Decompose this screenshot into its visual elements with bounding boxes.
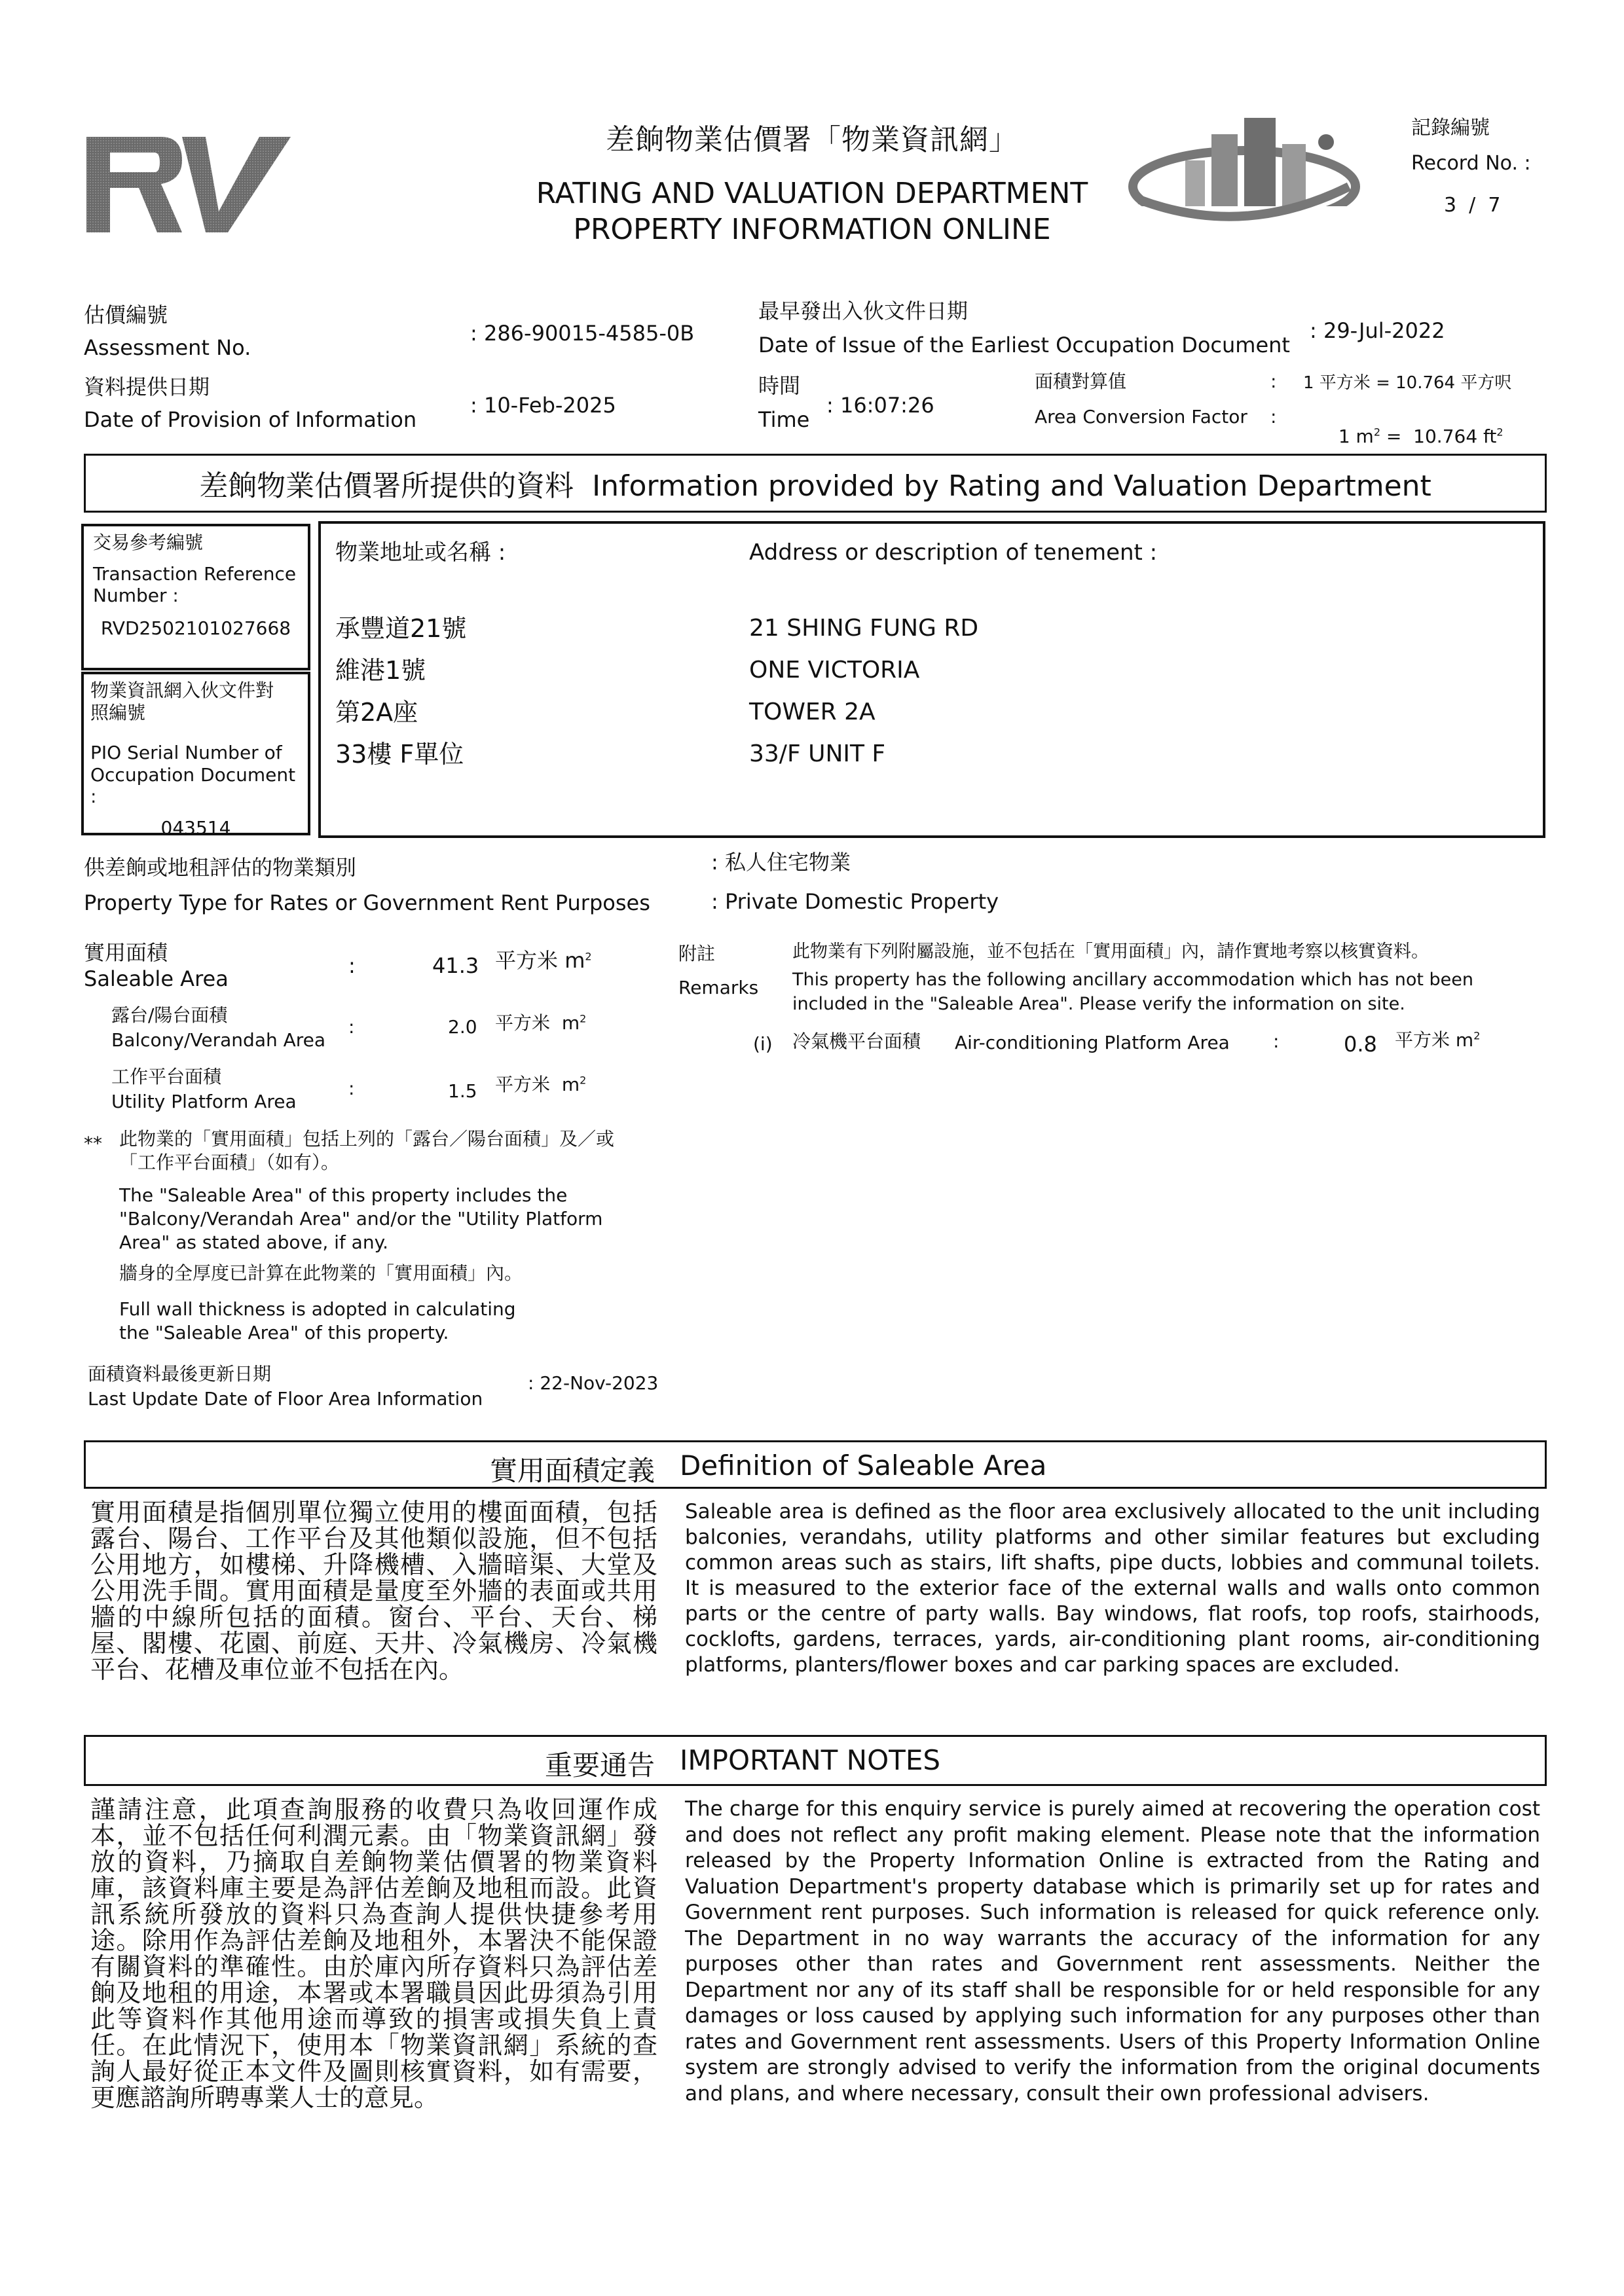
- last-update-value: : 22-Nov-2023: [528, 1372, 659, 1394]
- unit-zh: 平方米: [495, 1012, 551, 1034]
- unit-zh: 平方米: [495, 948, 559, 973]
- note2-en: Full wall thickness is adopted in calculating the "Saleable Area" of this property.: [119, 1298, 516, 1343]
- last-update-label-en: Last Update Date of Floor Area Information: [88, 1388, 483, 1410]
- definition-title-zh: 實用面積定義: [489, 1455, 655, 1487]
- assessment-label-en: Assessment No.: [84, 335, 251, 360]
- info-banner: [84, 454, 1547, 513]
- record-label-zh: 記錄編號: [1411, 117, 1490, 139]
- last-update-label-zh: 面積資料最後更新日期: [88, 1363, 272, 1385]
- remarks-text-zh: 此物業有下列附屬設施，並不包括在「實用面積」內，請作實地考察以核實資料。: [792, 941, 1429, 962]
- address-en-list: [749, 608, 978, 775]
- conversion-ft: = 10.764 ft: [1380, 425, 1497, 447]
- note1-en: The "Saleable Area" of this property includes the "Balcony/Verandah Area" and/or the "Utility Platform Area" as stated above, if any.: [119, 1184, 603, 1253]
- occupation-value: : 29-Jul-2022: [1310, 318, 1445, 343]
- address-en-line: TOWER 2A: [749, 699, 876, 725]
- utility-label-zh: 工作平台面積: [111, 1066, 222, 1087]
- sup-2: 2: [585, 950, 592, 963]
- note1-zh: 此物業的「實用面積」包括上列的「露台／陽台面積」及／或「工作平台面積」（如有）。: [119, 1128, 615, 1173]
- address-en-line: 21 SHING FUNG RD: [749, 615, 979, 642]
- conversion-label-zh: 面積對算值: [1035, 371, 1127, 392]
- pio-logo: [1113, 108, 1362, 232]
- saleable-value: 41.3: [432, 953, 479, 978]
- important-title-en: IMPORTANT NOTES: [680, 1744, 941, 1776]
- title-en-line2: PROPERTY INFORMATION ONLINE: [573, 213, 1051, 246]
- conversion-value-en: [1327, 403, 1504, 447]
- definition-title-en: Definition of Saleable Area: [680, 1449, 1047, 1482]
- property-type-value-en: : Private Domestic Property: [711, 889, 999, 914]
- assessment-value: : 286-90015-4585-0B: [470, 321, 695, 346]
- sup-2: 2: [580, 1012, 587, 1025]
- property-type-label-en: Property Type for Rates or Government Rent Purposes: [84, 890, 650, 915]
- address-zh-line: 維港1號: [335, 656, 426, 685]
- buildings-globe-icon: [1113, 108, 1362, 232]
- property-type-value-zh: : 私人住宅物業: [711, 850, 851, 875]
- provision-label-en: Date of Provision of Information: [84, 407, 417, 432]
- title-en-line1: RATING AND VALUATION DEPARTMENT: [536, 177, 1088, 210]
- remarks-item-colon: :: [1273, 1030, 1280, 1052]
- sup-2: 2: [1373, 426, 1380, 439]
- time-label-zh: 時間: [758, 373, 801, 398]
- definition-body-en: Saleable area is defined as the floor area exclusively allocated to the unit including balconies, verandahs, utility platforms and other similar features but excluding common areas such as stairs, lift shafts, pipe ducts, lobbies and communal toilets. It is measured to the exterior face of the external walls and walls onto common parts or the centre of party walls. Bay windows, flat roofs, top roofs, stairhoods, cocklofts, gardens, terraces, yards, air-conditioning plant rooms, air-conditioning platforms, planters/flower boxes and car parking spaces are excluded.: [685, 1500, 1540, 1677]
- sup-2: 2: [1473, 1029, 1481, 1042]
- conversion-label-en: Area Conversion Factor: [1035, 406, 1247, 428]
- utility-colon: :: [348, 1078, 355, 1099]
- balcony-colon: :: [348, 1016, 355, 1038]
- address-zh-line: 第2A座: [335, 698, 418, 727]
- transaction-label-zh: 交易參考編號: [93, 532, 204, 553]
- transaction-value: RVD2502101027668: [100, 617, 291, 639]
- remarks-item-num: (i): [753, 1033, 773, 1055]
- notes-marker: **: [84, 1133, 102, 1154]
- transaction-box: [81, 524, 310, 670]
- pio-value: 043514: [160, 816, 231, 839]
- address-zh-line: 33樓 F單位: [335, 740, 464, 769]
- sup-2: 2: [580, 1074, 587, 1087]
- balcony-unit: [495, 1012, 586, 1034]
- note2-zh: 牆身的全厚度已計算在此物業的「實用面積」內。: [119, 1262, 523, 1284]
- utility-value: 1.5: [448, 1080, 477, 1102]
- address-label-zh: 物業地址或名稱 :: [335, 539, 506, 566]
- balcony-value: 2.0: [448, 1016, 477, 1038]
- pio-label-en: PIO Serial Number of Occupation Document :: [90, 742, 296, 808]
- unit-m: m: [561, 1074, 580, 1095]
- title-zh: 差餉物業估價署「物業資訊網」: [606, 123, 1018, 156]
- provision-label-zh: 資料提供日期: [84, 374, 210, 399]
- address-label-en: Address or description of tenement :: [749, 539, 1158, 566]
- address-en-line: ONE VICTORIA: [749, 657, 920, 683]
- address-zh-list: [335, 608, 466, 775]
- occupation-label-zh: 最早發出入伙文件日期: [758, 299, 969, 323]
- important-body-zh: 謹請注意，此項查詢服務的收費只為收回運作成本，並不包括任何利潤元素。由「物業資訊網」發放的資料，乃摘取自差餉物業估價署的物業資料庫，該資料庫主要是為評估差餉及地租而設。此資訊系統所發放的資料只為查詢人提供快捷參考用途。除用作為評估差餉及地租外，本署決不能保證有關資料的準確性。由於庫內所存資料只為評估差餉及地租的用途，本署或本署職員因此毋須為引用此等資料作其他用途而導致的損害或損失負上責任。在此情況下，使用本「物業資訊網」系統的查詢人最好從正本文件及圖則核實資料，如有需要，更應諮詢所聘專業人士的意見。: [90, 1795, 657, 2112]
- unit-m: m: [564, 948, 585, 973]
- record-value: 3 / 7: [1444, 194, 1501, 217]
- balcony-label-zh: 露台/陽台面積: [111, 1004, 228, 1026]
- info-banner-text: 差餉物業估價署所提供的資料 Information provided by Rating and Valuation Department: [199, 469, 1431, 503]
- remarks-item-en: Air-conditioning Platform Area: [955, 1032, 1230, 1053]
- pio-label-zh: 物業資訊網入伙文件對照編號: [90, 680, 274, 723]
- important-title-zh: 重要通告: [544, 1749, 655, 1781]
- sup-2b: 2: [1496, 426, 1504, 439]
- remarks-label-en: Remarks: [678, 977, 759, 998]
- important-body-en: The charge for this enquiry service is purely aimed at recovering the operation cost and does not reflect any profit making element. Please note that the information released by the Property Information Online is extracted from the Rating and Valuation Department's property database which is primarily set up for rates and Government rent purposes. Such information is released for quick reference only. The Department in no way warrants the accuracy of the information for any purposes other than rates and Government rent assessments. Neither the Department nor any of its staff shall be responsible for or held responsible for any damages or loss caused by applying such information for any purposes other than rates and Government rent assessments. Users of this Property Information Online system are strongly advised to verify the information from the original documents and plans, and where necessary, consult their own professional advisers.: [685, 1797, 1540, 2105]
- remarks-item-value: 0.8: [1344, 1032, 1377, 1057]
- remarks-unit: 平方米 m: [1395, 1029, 1474, 1051]
- remarks-text-en: This property has the following ancillary accommodation which has not been included in the "Saleable Area". Please verify the information on site.: [792, 970, 1473, 1014]
- conversion-value-zh: 1 平方米 = 10.764 平方呎: [1303, 373, 1512, 393]
- saleable-colon: :: [348, 953, 356, 978]
- time-label-en: Time: [758, 407, 810, 432]
- address-zh-line: 承豐道21號: [335, 614, 467, 643]
- remarks-item-unit: [1395, 1029, 1480, 1051]
- utility-unit: [495, 1074, 586, 1096]
- pio-box: [81, 672, 310, 839]
- remarks-label-zh: 附註: [678, 943, 716, 964]
- conversion-m: 1 m: [1338, 425, 1374, 447]
- provision-value: : 10-Feb-2025: [470, 393, 616, 418]
- occupation-label-en: Date of Issue of the Earliest Occupation Document: [758, 333, 1290, 357]
- saleable-label-zh: 實用面積: [84, 940, 168, 965]
- balcony-label-en: Balcony/Verandah Area: [111, 1029, 326, 1051]
- remarks-item-zh: 冷氣機平台面積: [792, 1030, 921, 1052]
- record-label-en: Record No. :: [1411, 152, 1531, 175]
- unit-m: m: [561, 1012, 580, 1034]
- conversion-colon-2: :: [1270, 406, 1277, 428]
- utility-label-en: Utility Platform Area: [111, 1091, 297, 1112]
- time-value: : 16:07:26: [826, 393, 934, 418]
- unit-zh: 平方米: [495, 1074, 551, 1095]
- conversion-colon-1: :: [1270, 371, 1277, 392]
- assessment-label-zh: 估價編號: [84, 302, 168, 327]
- transaction-label-en: Transaction Reference Number :: [93, 562, 297, 607]
- address-en-line: 33/F UNIT F: [749, 740, 886, 767]
- saleable-label-en: Saleable Area: [84, 966, 229, 991]
- property-type-label-zh: 供差餉或地租評估的物業類別: [84, 855, 357, 880]
- saleable-unit: [495, 948, 592, 973]
- definition-body-zh: 實用面積是指個別單位獨立使用的樓面面積，包括露台、陽台、工作平台及其他類似設施，但不包括公用地方，如樓梯、升降機槽、入牆暗渠、大堂及公用洗手間。實用面積是量度至外牆的表面或共用牆的中線所包括的面積。窗台、平台、天台、梯屋、閣樓、花園、前庭、天井、冷氣機房、冷氣機平台、花槽及車位並不包括在內。: [90, 1498, 657, 1684]
